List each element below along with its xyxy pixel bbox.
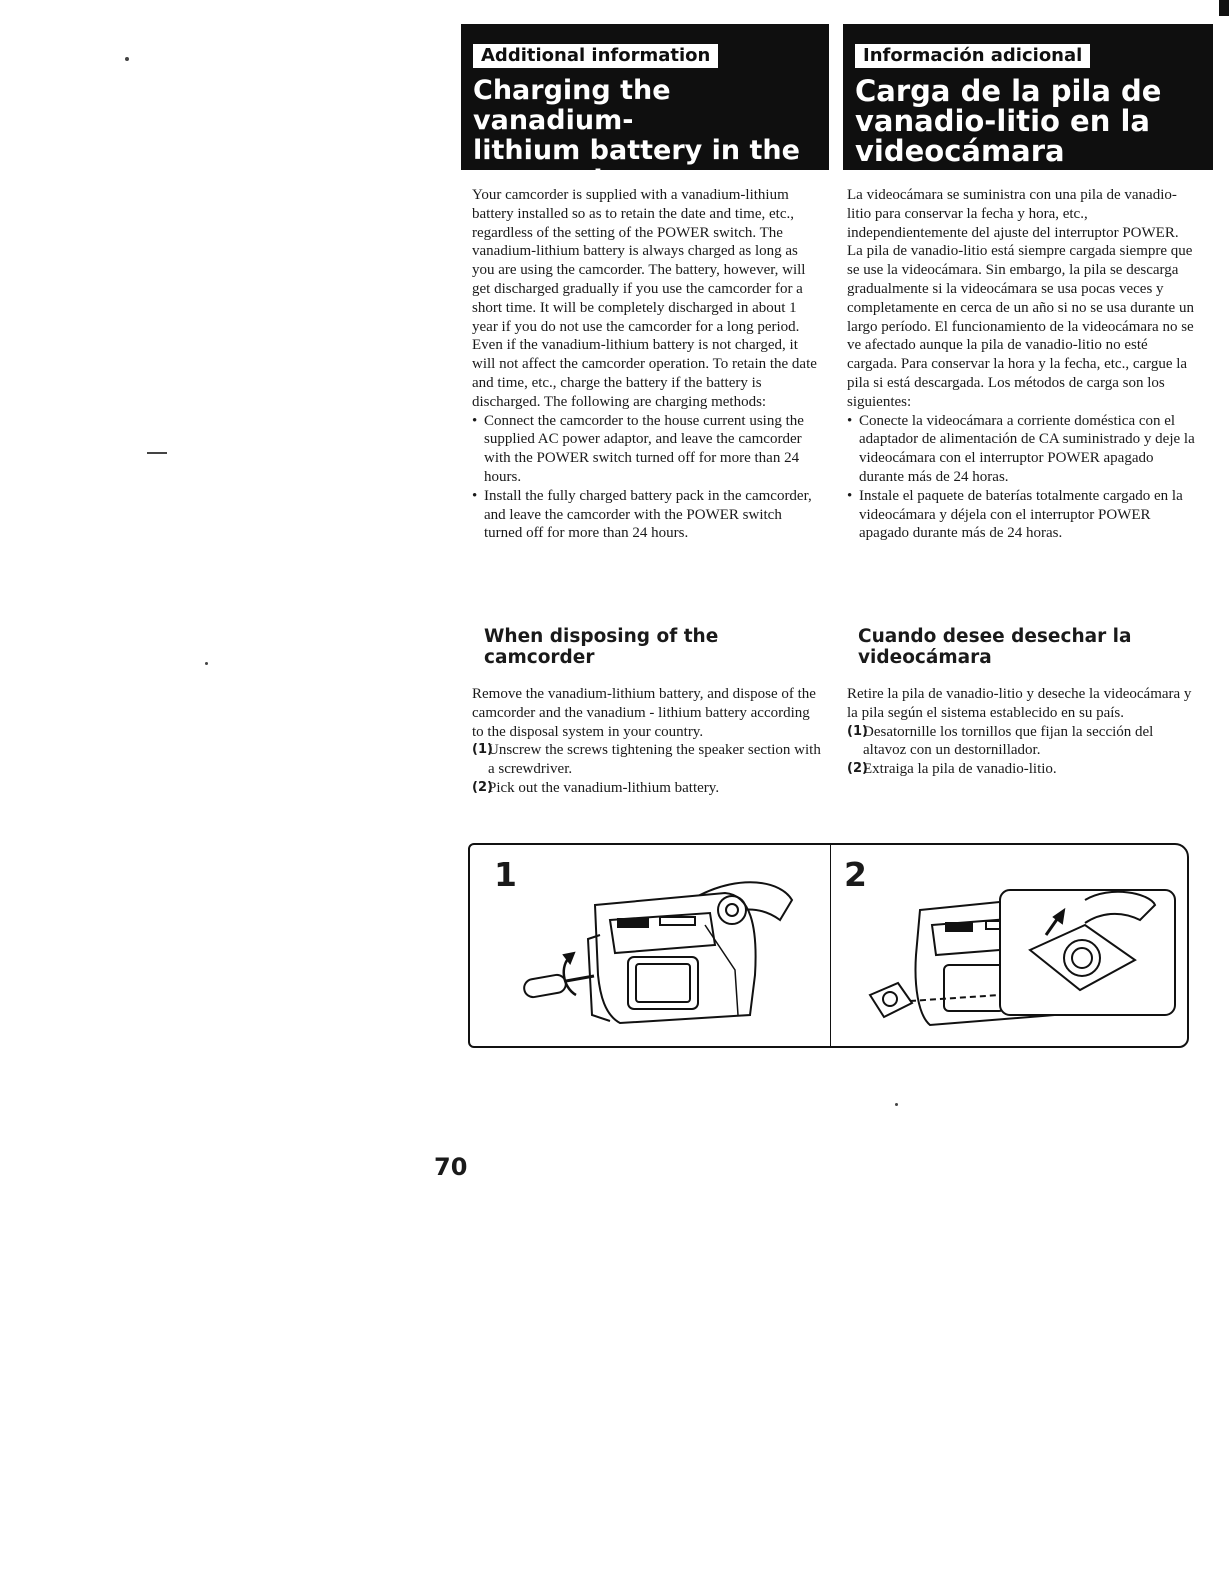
- list-item: • Connect the camcorder to the house current using the supplied AC power adaptor, and leave the camcorder with the POWER switch turned off for more than 24 hours.: [472, 412, 822, 487]
- list-item: • Conecte la videocámara a corriente doméstica con el adaptador de alimentación de CA suministrado y deje la videocámara con el interruptor POWER apagado durante más de 24 horas.: [847, 412, 1197, 487]
- list-item: [847, 760, 1197, 779]
- scan-speck: [125, 57, 129, 61]
- step-text: Unscrew the screws tightening the speaker section with a screwdriver.: [488, 742, 821, 778]
- header-spanish: [843, 24, 1213, 170]
- step-number: (1): [847, 723, 868, 739]
- disposal-heading-spanish: Cuando desee desechar la videocámara: [858, 626, 1132, 668]
- list-item: • Instale el paquete de baterías totalmente cargado en la videocámara y déjela con el interruptor POWER apagado durante más de 24 horas.: [847, 487, 1197, 543]
- step-number: (2): [847, 761, 868, 777]
- disposal-text-english: [472, 685, 822, 798]
- figure-step-number: 2: [844, 855, 867, 894]
- charging-methods-list: [847, 412, 1197, 544]
- charging-methods-list: [472, 412, 822, 544]
- disposal-figure: [468, 843, 1189, 1048]
- intro-text-spanish: [847, 186, 1197, 543]
- intro-text-english: [472, 186, 822, 543]
- corner-registration-mark: [1219, 0, 1229, 16]
- disposal-steps: [847, 723, 1197, 779]
- screwdriver-camcorder-illustration: [510, 865, 820, 1035]
- section-label-english: Additional information: [473, 44, 718, 68]
- page-number: 70: [434, 1153, 468, 1181]
- scan-speck: [147, 452, 167, 454]
- page-title-spanish: Carga de la pila de vanadio-litio en la videocámara: [855, 74, 1162, 168]
- step-number: (1): [472, 742, 493, 758]
- disposal-paragraph: Remove the vanadium-lithium battery, and dispose of the camcorder and the vanadium - lithium battery according to the disposal system in your country.: [472, 686, 816, 740]
- step-number: (2): [472, 779, 493, 795]
- list-item: • Install the fully charged battery pack in the camcorder, and leave the camcorder with the POWER switch turned off for more than 24 hours.: [472, 487, 822, 543]
- figure-step-number: 1: [494, 855, 517, 894]
- intro-paragraph: Your camcorder is supplied with a vanadium-lithium battery installed so as to retain the date and time, etc., regardless of the setting of the POWER switch. The vanadium-lithium battery is always charged as long as you are using the camcorder. The battery, however, will get discharged gradually if you use the camcorder for a short time. It will be completely discharged in about 1 year if you do not use the camcorder for a long period. Even if the vanadium-lithium battery is not charged, it will not affect the camcorder operation. To retain the date and time, etc., charge the battery if the battery is discharged. The following are charging methods:: [472, 187, 817, 410]
- disposal-text-spanish: [847, 685, 1197, 779]
- step-text: Pick out the vanadium-lithium battery.: [488, 779, 720, 796]
- header-english: [461, 24, 829, 196]
- list-item: [472, 741, 822, 779]
- list-item: [472, 779, 822, 798]
- disposal-steps: [472, 741, 822, 797]
- disposal-paragraph: Retire la pila de vanadio-litio y deseche la videocámara y la pila según el sistema establecido en su país.: [847, 686, 1192, 721]
- section-label-spanish: Información adicional: [855, 44, 1090, 68]
- scan-speck: [895, 1103, 898, 1106]
- intro-paragraph: La videocámara se suministra con una pila de vanadio-litio para conservar la fecha y hora, etc., independientemente del ajuste del interruptor POWER. La pila de vanadio-litio está siempre cargada siempre que se use la videocámara. Sin embargo, la pila se descarga gradualmente si la videocámara se usa pocas veces y completamente en cerca de un año si no se usa durante un largo período. El funcionamiento de la videocámara no se ve afectado aunque la pila de vanadio-litio no esté cargada. Para conservar la hora y la fecha, etc., cargue la pila si está descargada. Los métodos de carga son los siguientes:: [847, 187, 1194, 410]
- figure-divider: [830, 845, 831, 1046]
- step-text: Desatornille los tornillos que fijan la sección del altavoz con un destornillador.: [863, 723, 1154, 759]
- scan-speck: [205, 662, 208, 665]
- page-title-english: Charging the vanadium- lithium battery in the camcorder: [473, 75, 800, 196]
- battery-removal-illustration: [850, 865, 1180, 1035]
- step-text: Extraiga la pila de vanadio-litio.: [863, 761, 1057, 778]
- disposal-heading-english: When disposing of the camcorder: [484, 626, 719, 668]
- list-item: [847, 723, 1197, 761]
